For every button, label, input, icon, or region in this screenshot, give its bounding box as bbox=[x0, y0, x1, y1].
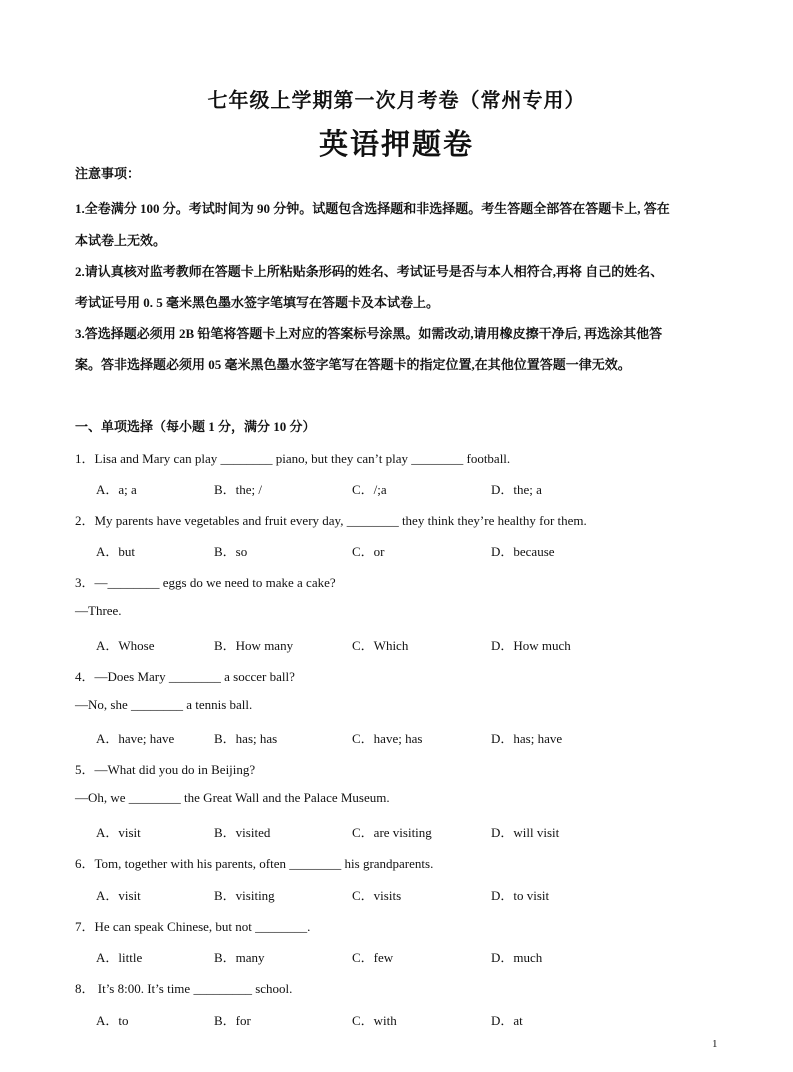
question-2-options bbox=[96, 541, 696, 559]
question-6-options bbox=[96, 885, 696, 903]
page-number: 1 bbox=[712, 1038, 718, 1050]
option-b: B．many bbox=[214, 950, 265, 965]
question-7-options bbox=[96, 947, 696, 965]
option-a: A．visit bbox=[96, 825, 141, 840]
option-a: A．visit bbox=[96, 888, 141, 903]
option-d: D．will visit bbox=[491, 825, 560, 840]
note-line: 考试证号用 0. 5 毫米黑色墨水签字笔填写在答题卡及本试卷上。 bbox=[75, 295, 440, 310]
option-a: A．but bbox=[96, 544, 136, 559]
option-a: A．Whose bbox=[96, 638, 155, 653]
option-c: C．visits bbox=[352, 888, 402, 903]
question-7-text: 7．He can speak Chinese, but not ________. bbox=[75, 919, 311, 934]
question-5-text: 5．—What did you do in Beijing? bbox=[75, 762, 256, 777]
question-3-options bbox=[96, 635, 696, 653]
question-4-reply: —No, she ________ a tennis ball. bbox=[75, 697, 253, 712]
note-line: 案。答非选择题必须用 05 毫米黑色墨水签字笔写在答题卡的指定位置,在其他位置答题一律无效。 bbox=[75, 357, 631, 372]
note-line: 1.全卷满分 100 分。考试时间为 90 分钟。试题包含选择题和非选择题。考生答题全部答在答题卡上, 答在 bbox=[75, 201, 670, 216]
option-a: A．to bbox=[96, 1013, 129, 1028]
option-d: D．How much bbox=[491, 638, 571, 653]
note-line: 3.答选择题必须用 2B 铅笔将答题卡上对应的答案标号涂黑。如需改动,请用橡皮擦干净后, 再选涂其他答 bbox=[75, 326, 663, 341]
exam-title: 英语押题卷 bbox=[318, 129, 474, 161]
question-2-text: 2．My parents have vegetables and fruit every day, ________ they think they’re healthy for them. bbox=[75, 513, 587, 528]
question-8-options bbox=[96, 1010, 696, 1028]
question-8-text: 8． It’s 8:00. It’s time _________ school. bbox=[75, 981, 293, 996]
notes-heading: 注意事项： bbox=[75, 166, 141, 181]
question-3-text: 3．—________ eggs do we need to make a cake? bbox=[75, 575, 336, 590]
question-5-options bbox=[96, 822, 696, 840]
option-c: C．with bbox=[352, 1013, 397, 1028]
option-a: A．little bbox=[96, 950, 143, 965]
option-d: D．to visit bbox=[491, 888, 550, 903]
option-b: B．has; has bbox=[214, 731, 278, 746]
option-a: A．have; have bbox=[96, 731, 175, 746]
question-5-reply: —Oh, we ________ the Great Wall and the Palace Museum. bbox=[75, 790, 390, 805]
option-b: B．visited bbox=[214, 825, 271, 840]
option-b: B．so bbox=[214, 544, 248, 559]
question-4-options bbox=[96, 728, 696, 746]
option-d: D．because bbox=[491, 544, 555, 559]
option-d: D．much bbox=[491, 950, 543, 965]
question-1-text: 1．Lisa and Mary can play ________ piano, but they can’t play ________ football. bbox=[75, 451, 511, 466]
question-4-text: 4．—Does Mary ________ a soccer ball? bbox=[75, 669, 295, 684]
option-c: C．few bbox=[352, 950, 394, 965]
option-c: C．or bbox=[352, 544, 385, 559]
option-a: A．a; a bbox=[96, 482, 137, 497]
option-d: D．the; a bbox=[491, 482, 542, 497]
option-d: D．at bbox=[491, 1013, 523, 1028]
note-line: 本试卷上无效。 bbox=[75, 233, 167, 248]
option-c: C．/;a bbox=[352, 482, 387, 497]
question-3-reply: —Three. bbox=[75, 603, 122, 618]
option-b: B．visiting bbox=[214, 888, 275, 903]
option-c: C．have; has bbox=[352, 731, 423, 746]
option-b: B．How many bbox=[214, 638, 294, 653]
option-d: D．has; have bbox=[491, 731, 563, 746]
section-title: 一、单项选择（每小题 1 分，满分 10 分） bbox=[75, 419, 316, 434]
option-b: B．for bbox=[214, 1013, 251, 1028]
option-b: B．the; / bbox=[214, 482, 263, 497]
question-1-options bbox=[96, 479, 696, 497]
option-c: C．are visiting bbox=[352, 825, 432, 840]
option-c: C．Which bbox=[352, 638, 409, 653]
question-6-text: 6．Tom, together with his parents, often ________ his grandparents. bbox=[75, 856, 434, 871]
exam-subtitle: 七年级上学期第一次月考卷（常州专用） bbox=[207, 90, 586, 112]
note-line: 2.请认真核对监考教师在答题卡上所粘贴条形码的姓名、考试证号是否与本人相符合,再将 自己的姓名、 bbox=[75, 264, 664, 279]
